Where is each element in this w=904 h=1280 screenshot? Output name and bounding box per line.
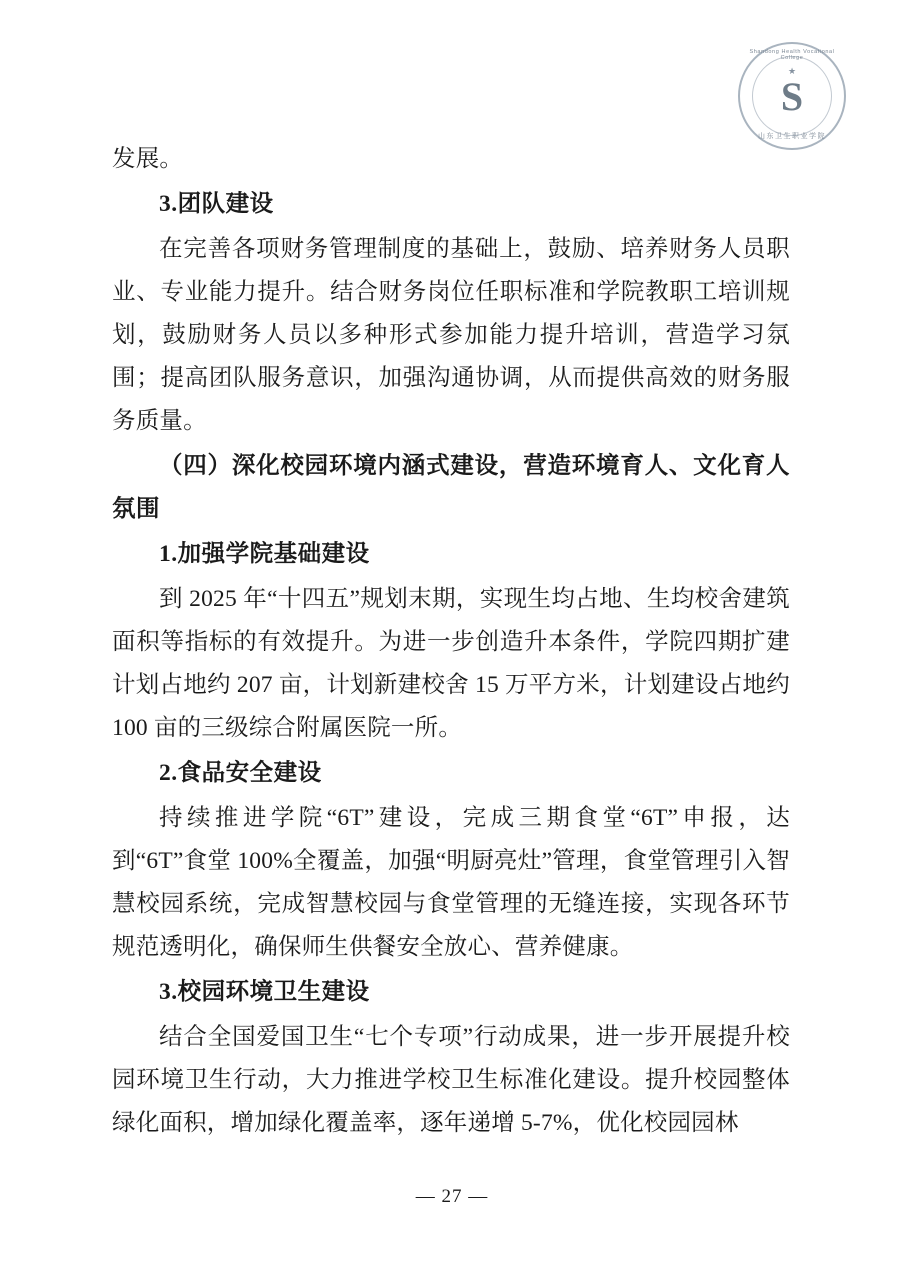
- seal-chinese-text: 山东卫生职业学院: [758, 133, 826, 140]
- paragraph-food-safety: 持续推进学院“6T”建设，完成三期食堂“6T”申报，达到“6T”食堂 100%全覆盖，加强“明厨亮灶”管理，食堂管理引入智慧校园系统，完成智慧校园与食堂管理的无缝连接，实现各环节规范透明化，确保师生供餐安全放心、营养健康。: [112, 805, 790, 960]
- heading-campus-hygiene: 3.校园环境卫生建设: [159, 979, 370, 1005]
- page-number: — 27 —: [415, 1186, 489, 1207]
- star-icon: ★: [787, 66, 797, 76]
- heading-food-safety: 2.食品安全建设: [159, 760, 322, 786]
- heading-infrastructure: 1.加强学院基础建设: [159, 541, 370, 567]
- seal-english-text: Shandong Health Vocational College: [749, 49, 835, 61]
- paragraph-infrastructure: 到 2025 年“十四五”规划末期，实现生均占地、生均校舍建筑面积等指标的有效提升。为进一步创造升本条件，学院四期扩建计划占地约 207 亩，计划新建校舍 15 万平方米，计划建设占地约 100 亩的三级综合附属医院一所。: [112, 586, 790, 741]
- heading-team-building: 3.团队建设: [159, 191, 274, 217]
- heading-section-four: （四）深化校园环境内涵式建设，营造环境育人、文化育人氛围: [112, 453, 790, 522]
- college-seal-logo: [738, 42, 846, 150]
- seal-monogram: S: [780, 73, 804, 119]
- paragraph-campus-hygiene: 结合全国爱国卫生“七个专项”行动成果，进一步开展提升校园环境卫生行动，大力推进学校卫生标准化建设。提升校园整体绿化面积，增加绿化覆盖率，逐年递增 5-7%，优化校园园林: [112, 1024, 790, 1136]
- document-body: [112, 138, 790, 1147]
- paragraph-team-building: 在完善各项财务管理制度的基础上，鼓励、培养财务人员职业、专业能力提升。结合财务岗位任职标准和学院教职工培训规划，鼓励财务人员以多种形式参加能力提升培训，营造学习氛围；提高团队服务意识，加强沟通协调，从而提供高效的财务服务质量。: [112, 236, 790, 434]
- paragraph-continuation: 发展。: [112, 146, 184, 172]
